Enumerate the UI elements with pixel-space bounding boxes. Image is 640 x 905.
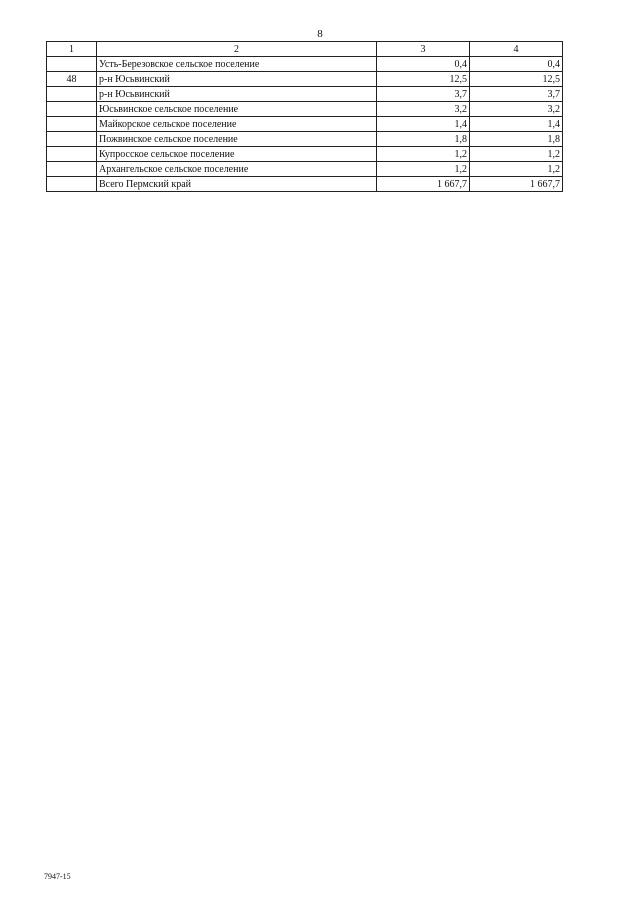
row-name: Юсьвинское сельское поселение (97, 102, 377, 117)
table-row (47, 117, 563, 132)
row-name: р-н Юсьвинский (97, 87, 377, 102)
table-row (47, 162, 563, 177)
row-number (47, 102, 97, 117)
row-value-col4: 1,2 (470, 147, 563, 162)
row-name: р-н Юсьвинский (97, 72, 377, 87)
row-value-col3: 1,2 (377, 147, 470, 162)
row-value-col4: 0,4 (470, 57, 563, 72)
row-name: Усть-Березовское сельское поселение (97, 57, 377, 72)
row-name: Пожвинское сельское поселение (97, 132, 377, 147)
document-code: 7947-15 (44, 872, 71, 881)
row-value-col3: 1 667,7 (377, 177, 470, 192)
row-value-col4: 3,2 (470, 102, 563, 117)
data-table (46, 41, 563, 192)
table-row (47, 147, 563, 162)
column-header: 4 (470, 42, 563, 57)
row-value-col4: 1,2 (470, 162, 563, 177)
row-value-col3: 3,2 (377, 102, 470, 117)
row-value-col3: 1,8 (377, 132, 470, 147)
row-number (47, 87, 97, 102)
row-number (47, 177, 97, 192)
row-value-col3: 3,7 (377, 87, 470, 102)
row-name: Майкорское сельское поселение (97, 117, 377, 132)
row-number (47, 57, 97, 72)
row-value-col3: 1,4 (377, 117, 470, 132)
row-number (47, 132, 97, 147)
row-name: Всего Пермский край (97, 177, 377, 192)
table-row (47, 72, 563, 87)
table-row (47, 57, 563, 72)
table-row-total (47, 177, 563, 192)
row-value-col4: 3,7 (470, 87, 563, 102)
row-value-col3: 1,2 (377, 162, 470, 177)
column-header: 3 (377, 42, 470, 57)
table-header-row (47, 42, 563, 57)
table-row (47, 87, 563, 102)
row-value-col4: 12,5 (470, 72, 563, 87)
row-value-col4: 1,4 (470, 117, 563, 132)
row-value-col3: 0,4 (377, 57, 470, 72)
row-name: Архангельское сельское поселение (97, 162, 377, 177)
row-number: 48 (47, 72, 97, 87)
row-value-col4: 1 667,7 (470, 177, 563, 192)
row-value-col3: 12,5 (377, 72, 470, 87)
page-number: 8 (317, 28, 323, 40)
column-header: 1 (47, 42, 97, 57)
column-header: 2 (97, 42, 377, 57)
row-number (47, 147, 97, 162)
table-row (47, 132, 563, 147)
row-name: Купросское сельское поселение (97, 147, 377, 162)
row-value-col4: 1,8 (470, 132, 563, 147)
row-number (47, 117, 97, 132)
row-number (47, 162, 97, 177)
table-row (47, 102, 563, 117)
